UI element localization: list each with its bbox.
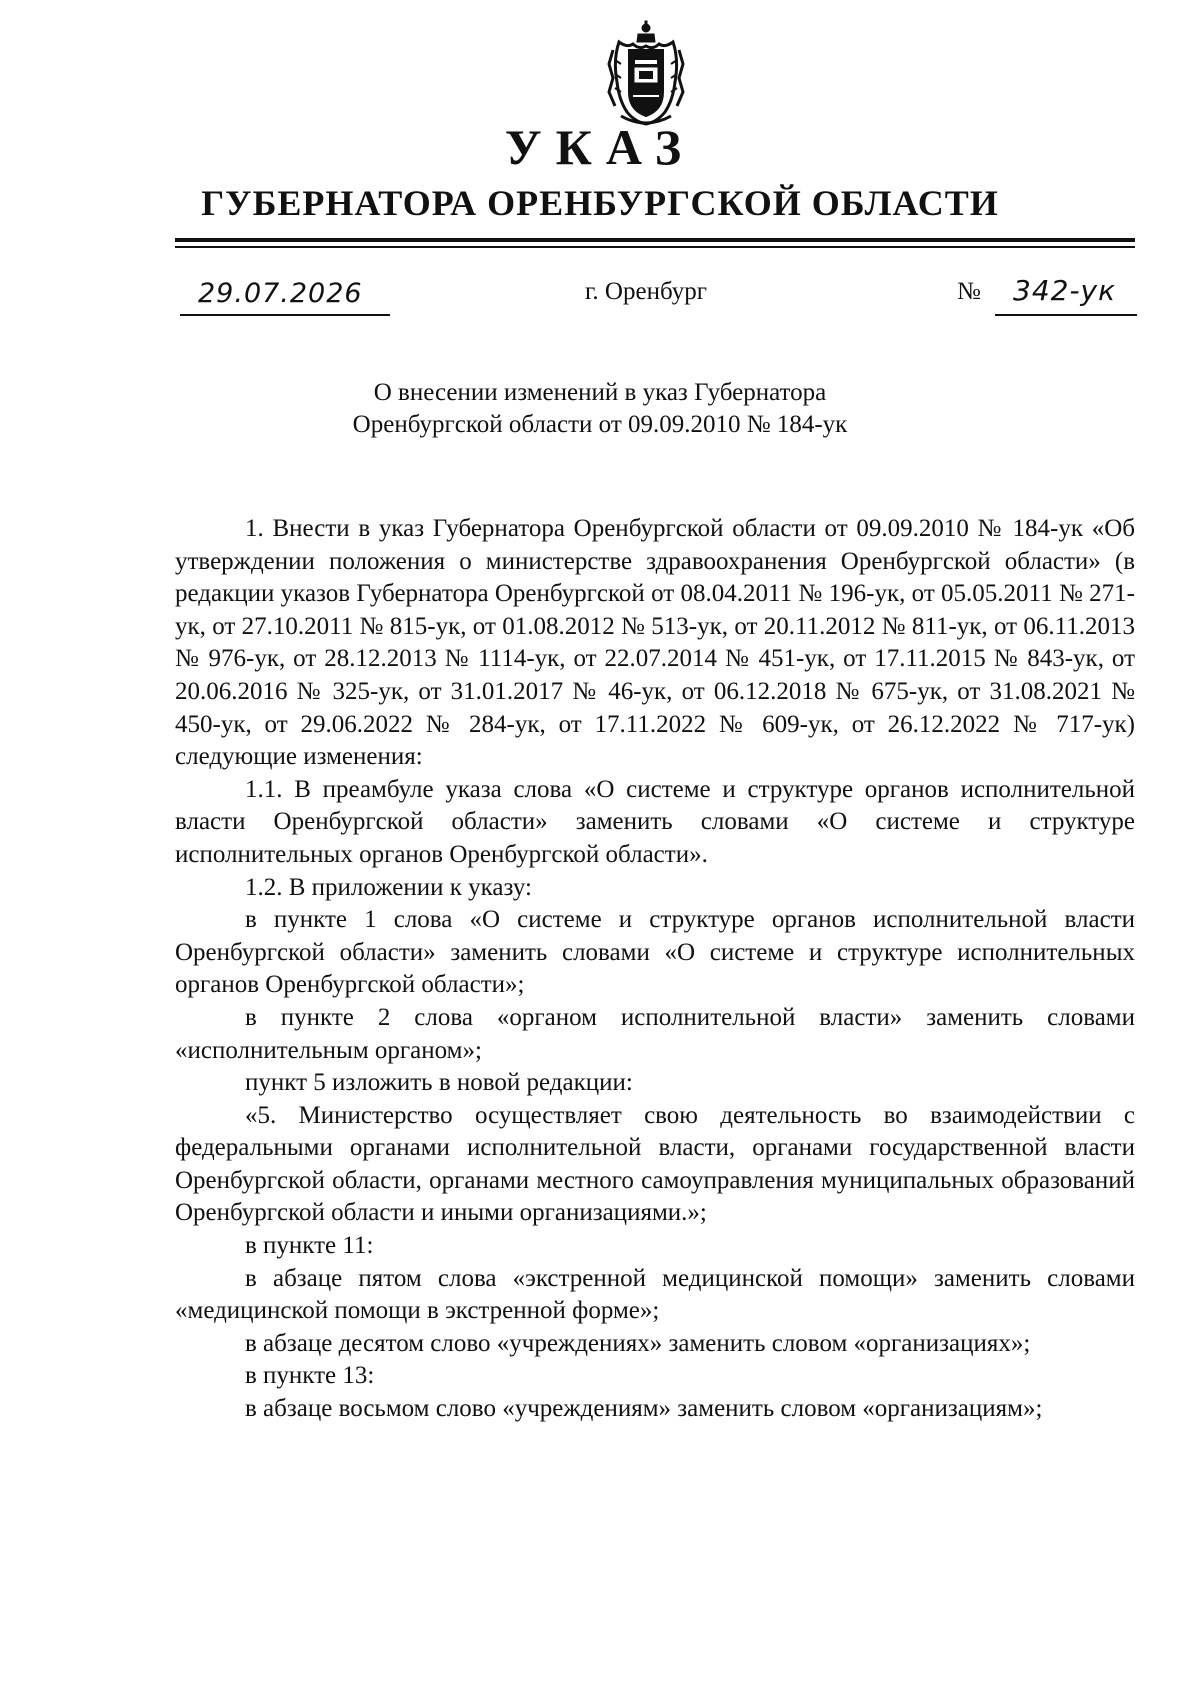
coat-of-arms-emblem: [605, 20, 687, 128]
number-field: [995, 274, 1137, 316]
body-paragraph: пункт 5 изложить в новой редакции:: [245, 1069, 633, 1097]
body-paragraph: в пункте 11:: [245, 1232, 374, 1260]
header-divider-thin: [175, 246, 1135, 248]
date-field: [180, 278, 390, 316]
document-subtitle: ГУБЕРНАТОРА ОРЕНБУРГСКОЙ ОБЛАСТИ: [201, 183, 999, 223]
body-paragraph: в пункте 13:: [245, 1362, 375, 1390]
body-paragraph: 1.2. В приложении к указу:: [245, 873, 532, 901]
body-paragraph: 1.1. В преамбуле указа слова «О системе и структуре органов исполнительной власти Оренбургской области» заменить словами «О системе и структуре исполнительных органов Оренбургской области».: [175, 775, 1135, 868]
subject-line-1: О внесении изменений в указ Губернатора: [373, 379, 827, 406]
document-body: [175, 513, 1135, 1426]
body-paragraph: в абзаце пятом слова «экстренной медицинской помощи» заменить словами «медицинской помощи в экстренной форме»;: [175, 1264, 1135, 1325]
body-paragraph: в абзаце десятом слово «учреждениях» заменить словом «организациях»;: [245, 1329, 1031, 1357]
body-paragraph: в абзаце восьмом слово «учреждениям» заменить словом «организациям»;: [245, 1395, 1043, 1423]
handwritten-date: 29.07.2026: [198, 278, 363, 309]
body-paragraph: в пункте 1 слова «О системе и структуре органов исполнительной власти Оренбургской области» заменить словами «О системе и структуре исполнительных органов Оренбургской области»;: [175, 906, 1135, 999]
document-subject: [200, 377, 1000, 441]
document-title: УКАЗ: [504, 119, 696, 175]
city-label: г. Оренбург: [585, 278, 707, 305]
handwritten-number: 342-ук: [1013, 274, 1117, 307]
body-paragraph: в пункте 2 слова «органом исполнительной власти» заменить словами «исполнительным органом»;: [175, 1003, 1135, 1064]
subject-line-2: Оренбургской области от 09.09.2010 № 184-ук: [352, 411, 848, 438]
header-divider-thick: [175, 238, 1135, 242]
number-label: №: [957, 278, 981, 305]
body-paragraph: «5. Министерство осуществляет свою деятельность во взаимодействии с федеральными органами исполнительной власти, органами государственной власти Оренбургской области, органами местного самоуправления муниципальных образований Оренбургской области и иными организациями.»;: [175, 1101, 1135, 1227]
body-paragraph: 1. Внести в указ Губернатора Оренбургской области от 09.09.2010 № 184-ук «Об утверждении положения о министерстве здравоохранения Оренбургской области» (в редакции указов Губернатора Оренбургской от 08.04.2011 № 196-ук, от 05.05.2011 № 271-ук, от 27.10.2011 № 815-ук, от 01.08.2012 № 513-ук, от 20.11.2012 № 811-ук, от 06.11.2013 № 976-ук, от 28.12.2013 № 1114-ук, от 22.07.2014 № 451-ук, от 17.11.2015 № 843-ук, от 20.06.2016 № 325-ук, от 31.01.2017 № 46-ук, от 06.12.2018 № 675-ук, от 31.08.2021 № 450-ук, от 29.06.2022 № 284-ук, от 17.11.2022 № 609-ук, от 26.12.2022 № 717-ук) следующие изменения:: [175, 515, 1135, 771]
